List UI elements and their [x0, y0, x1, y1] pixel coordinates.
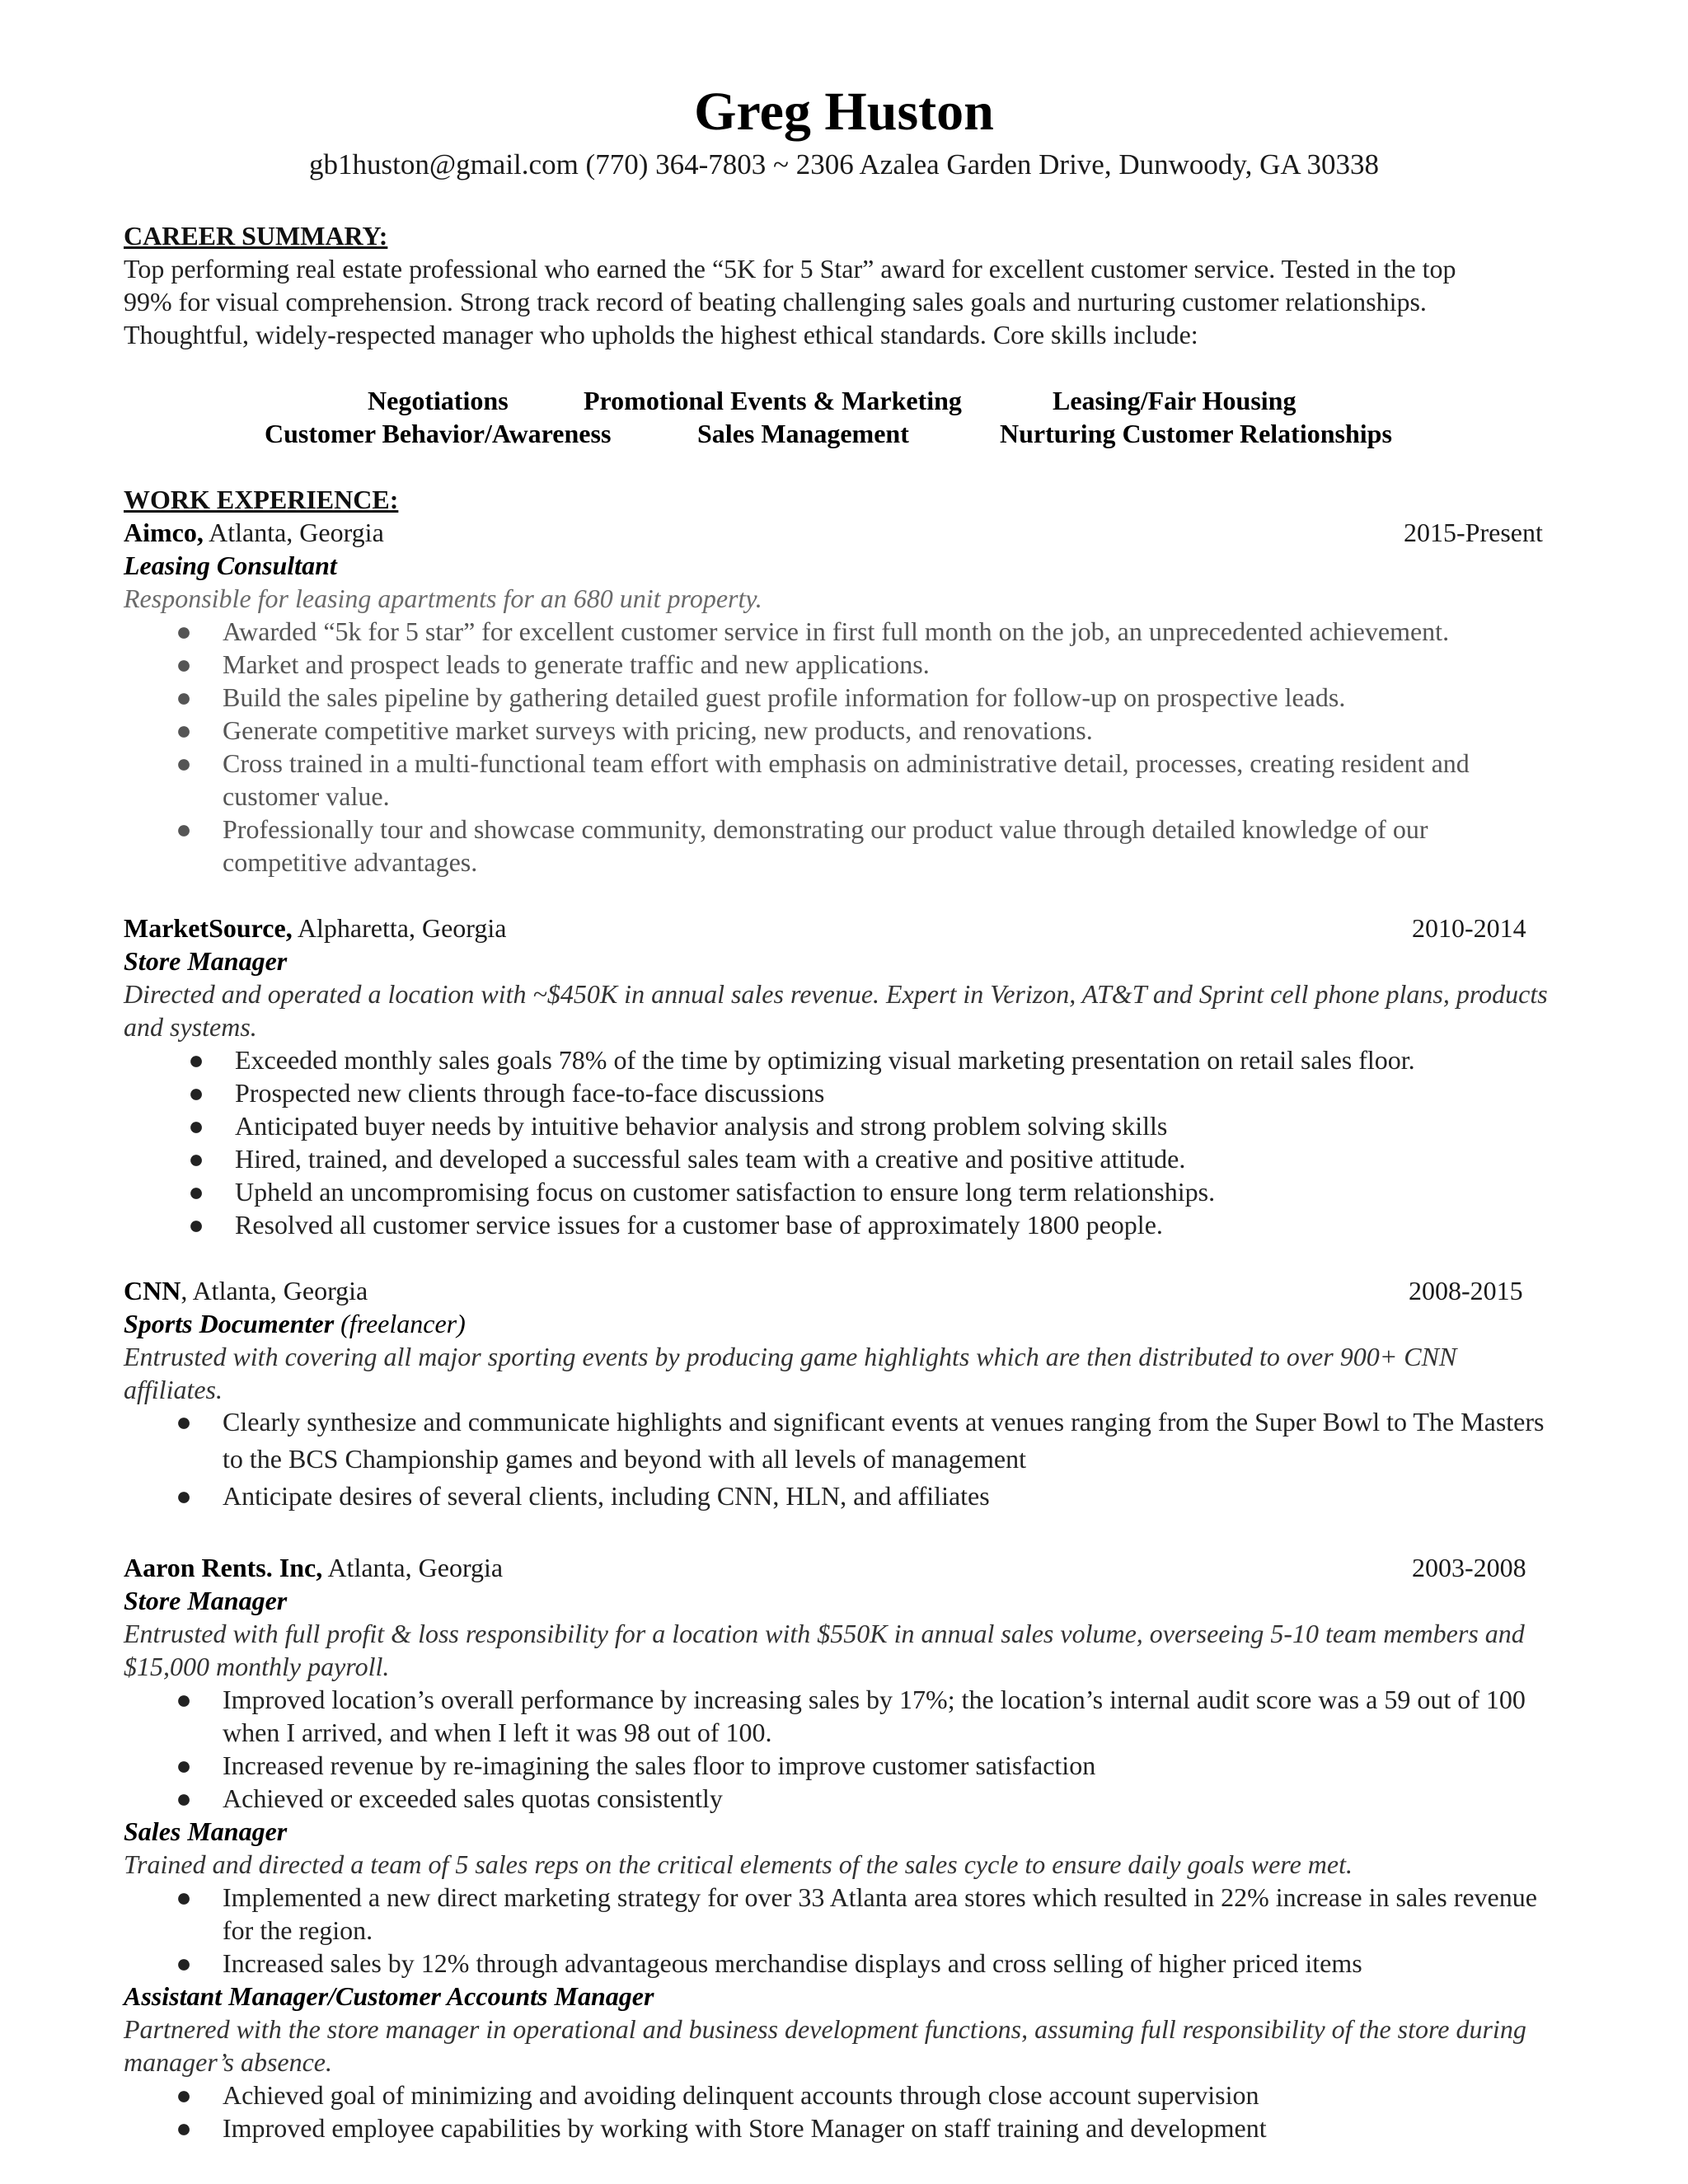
- job-marketsource-company: MarketSource, Alpharetta, Georgia: [124, 913, 507, 943]
- job-aaron-role-3-description: Partnered with the store manager in operational and business development functions, assuming full responsibility of the store during manager’s absence.: [124, 2014, 1526, 2077]
- list-item: ● Generate competitive market surveys with pricing, new products, and renovations.: [176, 715, 1093, 745]
- bullet-icon: ●: [188, 1177, 204, 1207]
- bullet-icon: ●: [176, 1481, 192, 1511]
- contact-line: gb1huston@gmail.com (770) 364-7803 ~ 2306 Azalea Garden Drive, Dunwoody, GA 30338: [309, 148, 1379, 180]
- bullet-icon: ●: [176, 1882, 192, 1912]
- bullet-icon: ●: [188, 1210, 204, 1240]
- list-item: ● Exceeded monthly sales goals 78% of the time by optimizing visual marketing presentation on retail sales floor.: [188, 1045, 1415, 1075]
- list-item: ● Professionally tour and showcase community, demonstrating our product value through detailed knowledge of our competitive advantages.: [176, 814, 1428, 877]
- bullet-icon: ●: [176, 1407, 192, 1436]
- list-item: ● Anticipate desires of several clients, including CNN, HLN, and affiliates: [223, 1478, 1558, 1515]
- bullet-icon: ●: [188, 1111, 204, 1141]
- job-cnn-dates: 2008-2015: [1409, 1276, 1523, 1305]
- job-aaron-role-1-bullets: [176, 1683, 1562, 1815]
- bullet-icon: ●: [188, 1078, 204, 1108]
- job-aaron-role-1-description: Entrusted with full profit & loss responsibility for a location with $550K in annual sales volume, overseeing 5-10 team members and $15,000 monthly payroll.: [124, 1619, 1525, 1681]
- bullet-icon: ●: [176, 1685, 192, 1714]
- skill-nurturing-relationships: Nurturing Customer Relationships: [1000, 419, 1392, 448]
- job-aaron-role-2-bullets: [176, 1881, 1562, 1980]
- list-item: ● Awarded “5k for 5 star” for excellent customer service in first full month on the job, an unprecedented achievement.: [176, 616, 1450, 646]
- list-item: ● Upheld an uncompromising focus on customer satisfaction to ensure long term relationships.: [188, 1177, 1216, 1207]
- list-item: ● Increased sales by 12% through advantageous merchandise displays and cross selling of higher priced items: [176, 1948, 1362, 1978]
- bullet-icon: ●: [176, 814, 192, 844]
- skill-promotional-events: Promotional Events & Marketing: [584, 386, 962, 415]
- bullet-icon: ●: [176, 715, 192, 745]
- career-summary-line-1: Top performing real estate professional who earned the “5K for 5 Star” award for excellent customer service. Tested in the top: [124, 254, 1456, 284]
- job-aimco-role-title: Leasing Consultant: [124, 551, 337, 580]
- job-aaron-role-2-description: Trained and directed a team of 5 sales reps on the critical elements of the sales cycle to ensure daily goals were met.: [124, 1849, 1353, 1879]
- job-aimco-bullets: [176, 615, 1558, 879]
- bullet-icon: ●: [176, 616, 192, 646]
- list-item: ● Improved location’s overall performance by increasing sales by 17%; the location’s internal audit score was a 59 out of 100 when I arrived, and when I left it was 98 out of 100.: [176, 1685, 1526, 1747]
- work-experience-heading: WORK EXPERIENCE:: [124, 485, 399, 514]
- job-cnn-company: CNN, Atlanta, Georgia: [124, 1276, 368, 1305]
- bullet-icon: ●: [188, 1144, 204, 1174]
- job-aaron-role-3-title: Assistant Manager/Customer Accounts Manager: [124, 1981, 654, 2011]
- list-item: ● Improved employee capabilities by working with Store Manager on staff training and development: [176, 2113, 1267, 2143]
- career-summary-line-2: 99% for visual comprehension. Strong track record of beating challenging sales goals and nurturing customer relationships.: [124, 287, 1427, 316]
- list-item: ● Cross trained in a multi-functional team effort with emphasis on administrative detail, processes, creating resident and customer value.: [176, 748, 1470, 811]
- bullet-icon: ●: [176, 682, 192, 712]
- job-aaron-role-1-title: Store Manager: [124, 1586, 288, 1615]
- job-aimco-role-description: Responsible for leasing apartments for an 680 unit property.: [124, 583, 762, 613]
- bullet-icon: ●: [176, 649, 192, 679]
- candidate-name: Greg Huston: [694, 82, 994, 142]
- list-item: ● Increased revenue by re-imagining the sales floor to improve customer satisfaction: [176, 1750, 1096, 1780]
- job-aaron-role-2-title: Sales Manager: [124, 1816, 288, 1846]
- list-item: ● Achieved or exceeded sales quotas consistently: [176, 1783, 723, 1813]
- job-marketsource-role-title: Store Manager: [124, 946, 288, 976]
- job-marketsource-dates: 2010-2014: [1412, 913, 1526, 943]
- list-item: ● Resolved all customer service issues for a customer base of approximately 1800 people.: [188, 1210, 1163, 1240]
- skill-negotiations: Negotiations: [368, 386, 509, 415]
- job-cnn-role-title: Sports Documenter (freelancer): [124, 1309, 466, 1338]
- list-item: ● Anticipated buyer needs by intuitive behavior analysis and strong problem solving skills: [188, 1111, 1168, 1141]
- bullet-icon: ●: [176, 748, 192, 778]
- list-item: ● Implemented a new direct marketing strategy for over 33 Atlanta area stores which resulted in 22% increase in sales revenue for the region.: [176, 1882, 1537, 1945]
- bullet-icon: ●: [176, 1948, 192, 1978]
- list-item: ● Achieved goal of minimizing and avoiding delinquent accounts through close account supervision: [176, 2080, 1259, 2110]
- job-aaron-role-3-bullets: [176, 2079, 1562, 2144]
- skill-customer-behavior: Customer Behavior/Awareness: [265, 419, 612, 448]
- list-item: ● Prospected new clients through face-to-face discussions: [188, 1078, 825, 1108]
- career-summary-line-3: Thoughtful, widely-respected manager who upholds the highest ethical standards. Core skills include:: [124, 320, 1198, 349]
- bullet-icon: ●: [188, 1045, 204, 1075]
- job-aimco-dates: 2015-Present: [1404, 518, 1543, 547]
- job-aaron-rents-company: Aaron Rents. Inc, Atlanta, Georgia: [124, 1553, 504, 1582]
- career-summary-heading: CAREER SUMMARY:: [124, 221, 388, 251]
- skills-row-1: [0, 384, 1688, 417]
- skills-row-2: [0, 417, 1688, 450]
- job-marketsource-role-description: Directed and operated a location with ~$450K in annual sales revenue. Expert in Verizon, AT&T and Sprint cell phone plans, products and systems.: [124, 979, 1548, 1042]
- job-aaron-rents-dates: 2003-2008: [1412, 1553, 1526, 1582]
- bullet-icon: ●: [176, 2113, 192, 2143]
- bullet-icon: ●: [176, 1783, 192, 1813]
- list-item: ● Build the sales pipeline by gathering detailed guest profile information for follow-up on prospective leads.: [176, 682, 1346, 712]
- list-item: ● Market and prospect leads to generate traffic and new applications.: [176, 649, 930, 679]
- bullet-icon: ●: [176, 2080, 192, 2110]
- bullet-icon: ●: [176, 1750, 192, 1780]
- job-cnn-bullets: [176, 1404, 1558, 1515]
- skill-sales-management: Sales Management: [697, 419, 909, 448]
- list-item: ● Clearly synthesize and communicate highlights and significant events at venues ranging from the Super Bowl to The Masters to the BCS Championship games and beyond with all levels of management: [223, 1404, 1558, 1478]
- job-aimco-company: Aimco, Atlanta, Georgia: [124, 518, 384, 547]
- job-marketsource-bullets: [188, 1043, 1562, 1241]
- skill-leasing-fair-housing: Leasing/Fair Housing: [1053, 386, 1296, 415]
- job-cnn-role-description: Entrusted with covering all major sporting events by producing game highlights which are then distributed to over 900+ CNN affiliates.: [124, 1342, 1457, 1404]
- list-item: ● Hired, trained, and developed a successful sales team with a creative and positive attitude.: [188, 1144, 1186, 1174]
